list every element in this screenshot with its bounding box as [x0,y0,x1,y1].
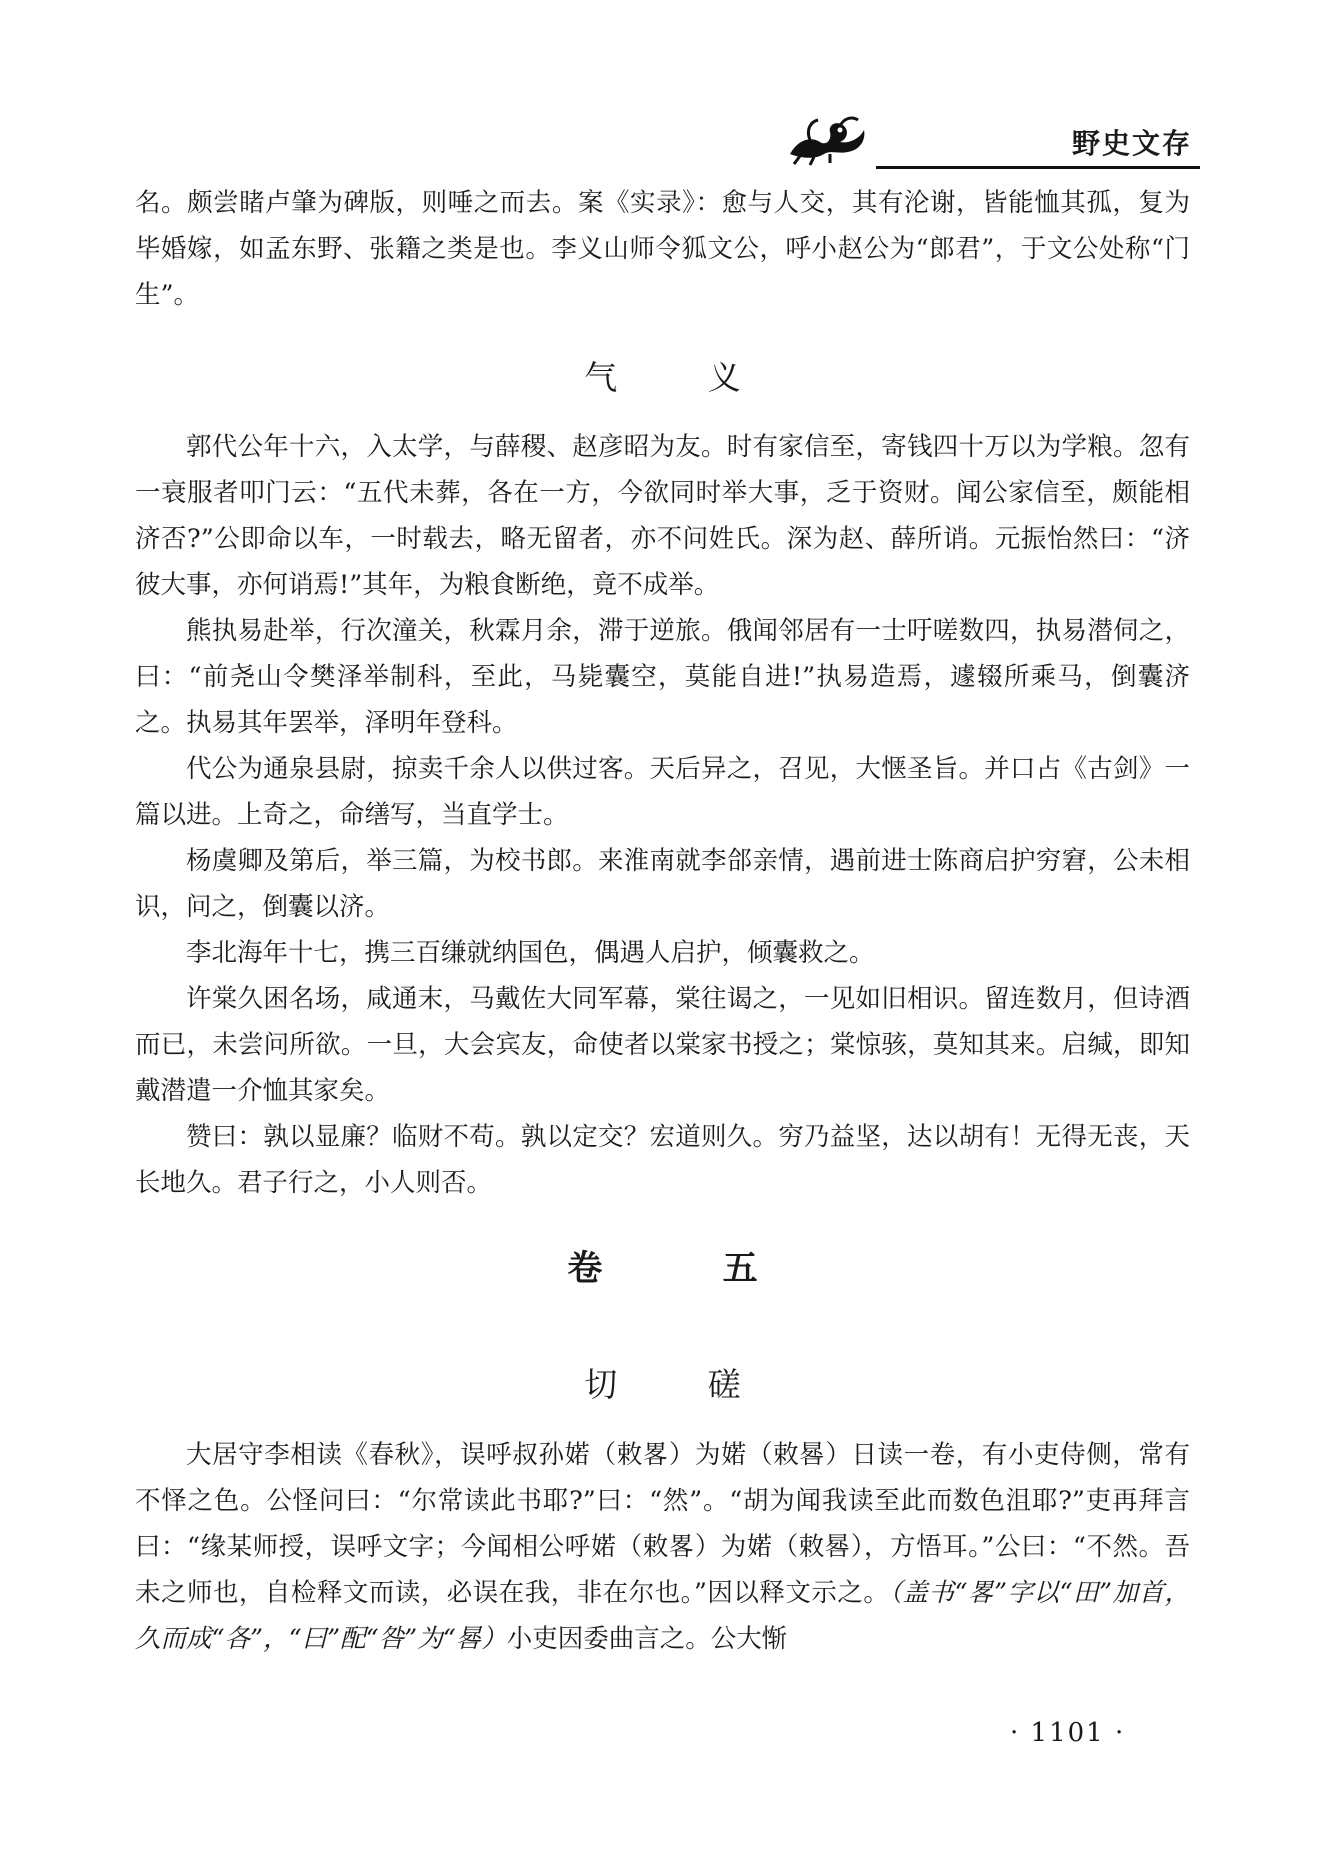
volume-title: 卷 五 [567,1249,812,1289]
paragraph: 许棠久困名场，咸通末，马戴佐大同军幕，棠往谒之，一见如旧相识。留连数月，但诗酒而已，未尝问所欲。一旦，大会宾友，命使者以棠家书授之；棠惊骇，莫知其来。启缄，即知戴潜遣一介恤其家矣。 [135,984,1190,1106]
page-header [780,100,1200,170]
annotation-note: （盖书“畧”字以“田”加首，久而成“各”，“曰”配“咎”为“晷） [135,1578,1190,1654]
header-rule [876,166,1200,169]
paragraph: 代公为通泉县尉，掠卖千余人以供过客。天后异之，召见，大惬圣旨。并口占《古剑》一篇以进。上奇之，命缮写，当直学士。 [135,754,1190,830]
paragraph: 名。颇尝睹卢肇为碑版，则唾之而去。案《实录》：愈与人交，其有沦谢，皆能恤其孤，复为毕婚嫁，如孟东野、张籍之类是也。李义山师令狐文公，呼小赵公为“郎君”，于文公处称“门生”。 [135,188,1190,310]
section-title-qiecuo: 切 磋 [584,1365,781,1404]
page-number: · 1101 · [1010,1718,1126,1748]
paragraph: 郭代公年十六，入太学，与薛稷、赵彦昭为友。时有家信至，寄钱四十万以为学粮。忽有一衰服者叩门云：“五代未葬，各在一方，今欲同时举大事，乏于资财。闻公家信至，颇能相济否?”公即命以车，一时载去，略无留者，亦不问姓氏。深为赵、薛所诮。元振怡然曰：“济彼大事，亦何诮焉!”其年，为粮食断绝，竟不成举。 [135,432,1190,600]
paragraph: 赞曰：孰以显廉？临财不苟。孰以定交？宏道则久。穷乃益坚，达以胡有！无得无丧，天长地久。君子行之，小人则否。 [135,1122,1190,1198]
paragraph [135,1432,1190,1662]
paragraph: 李北海年十七，携三百缣就纳国色，偶遇人启护，倾囊救之。 [186,938,875,968]
section-title-qiyi: 气 义 [584,358,781,397]
page-body [135,180,1190,1662]
paragraph-text: 小吏因委曲言之。公大惭 [506,1624,788,1654]
paragraph: 杨虞卿及第后，举三篇，为校书郎。来淮南就李郃亲情，遇前进士陈商启护穷窘，公未相识，问之，倒囊以济。 [135,846,1190,922]
dragon-icon [780,110,876,166]
running-header-title: 野史文存 [1071,127,1192,160]
paragraph-text: 大居守李相读《春秋》，误呼叔孙婼（敕畧）为婼（敕晷）日读一卷，有小吏侍侧，常有不怿之色。公怪问曰：“尔常读此书耶?”曰：“然”。“胡为闻我读至此而数色沮耶?”吏再拜言曰：“缘某师授，误呼文字；今闻相公呼婼（敕畧）为婼（敕晷），方悟耳。”公曰：“不然。吾未之师也，自检释文而读，必误在我，非在尔也。”因以释文示之。 [135,1440,1190,1608]
paragraph: 熊执易赴举，行次潼关，秋霖月余，滞于逆旅。俄闻邻居有一士吁嗟数四，执易潜伺之，曰：“前尧山令樊泽举制科，至此，马毙囊空，莫能自进!”执易造焉，遽辍所乘马，倒囊济之。执易其年罢举，泽明年登科。 [135,616,1190,738]
